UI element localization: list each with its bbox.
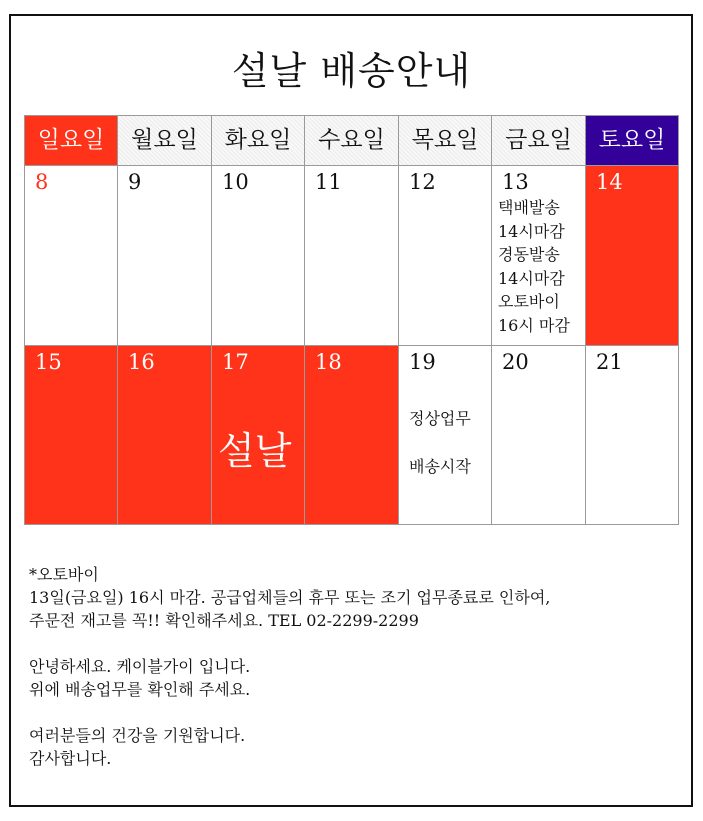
day-13-notes: [498, 196, 570, 337]
day-cell-8: [24, 165, 118, 346]
note-line: 16시 마감: [498, 315, 570, 335]
note-line: 오토바이: [498, 292, 560, 311]
shipping-start-note: 배송시작: [409, 457, 471, 476]
day-number: 18: [315, 350, 342, 374]
day-number: 15: [35, 350, 62, 374]
notice-line: 여러분들의 건강을 기원합니다.: [29, 726, 246, 745]
day-number: 12: [409, 170, 436, 194]
day-number: 11: [315, 170, 342, 194]
day-cell-19: [398, 345, 492, 525]
spacer: [29, 701, 689, 724]
day-number: 21: [596, 350, 623, 374]
day-cell-17: [211, 345, 305, 525]
day-cell-10: [211, 165, 305, 346]
day-cell-18: [304, 345, 399, 525]
note-line: 택배발송: [498, 198, 560, 217]
day-cell-16: [117, 345, 212, 525]
weekday-header-saturday: 토요일: [585, 115, 679, 166]
weekday-header-sunday: 일요일: [24, 115, 118, 166]
spacer: [29, 632, 689, 655]
page-title: 설날 배송안내: [231, 49, 472, 93]
day-cell-14: [585, 165, 679, 346]
calendar-grid: [24, 115, 679, 525]
note-line: 14시마감: [498, 221, 565, 241]
notice-heading: *오토바이: [29, 565, 99, 584]
day-cell-12: [398, 165, 492, 346]
day-cell-11: [304, 165, 399, 346]
day-cell-9: [117, 165, 212, 346]
weekday-header-monday: 월요일: [117, 115, 212, 166]
note-line: 경동발송: [498, 245, 560, 264]
day-number: 9: [128, 170, 142, 194]
weekday-header-friday: 금요일: [491, 115, 586, 166]
day-number: 19: [409, 350, 436, 374]
notice-line: 13일(금요일) 16시 마감. 공급업체들의 휴무 또는 조기 업무종료로 인하여,: [29, 588, 551, 607]
day-cell-15: [24, 345, 118, 525]
notice-line: 안녕하세요. 케이블가이 입니다.: [29, 657, 251, 676]
day-number: 13: [502, 170, 529, 194]
day-number: 10: [222, 170, 249, 194]
note-line: 14시마감: [498, 268, 565, 288]
notice-line: 위에 배송업무를 확인해 주세요.: [29, 680, 251, 699]
seollal-label: 설날: [218, 429, 292, 473]
day-cell-20: [491, 345, 586, 525]
weekday-header-thursday: 목요일: [398, 115, 492, 166]
day-number: 16: [128, 350, 155, 374]
notice-line: 감사합니다.: [29, 749, 112, 768]
normal-work-note: 정상업무: [409, 409, 471, 428]
notice-text: [29, 563, 689, 770]
day-number: 14: [596, 170, 623, 194]
day-number: 20: [502, 350, 529, 374]
day-cell-13: [491, 165, 586, 346]
day-cell-21: [585, 345, 679, 525]
day-number: 17: [222, 350, 249, 374]
day-number: 8: [35, 170, 49, 194]
notice-line: 주문전 재고를 꼭!! 확인해주세요. TEL 02-2299-2299: [29, 611, 419, 630]
weekday-header-tuesday: 화요일: [211, 115, 305, 166]
weekday-header-wednesday: 수요일: [304, 115, 399, 166]
